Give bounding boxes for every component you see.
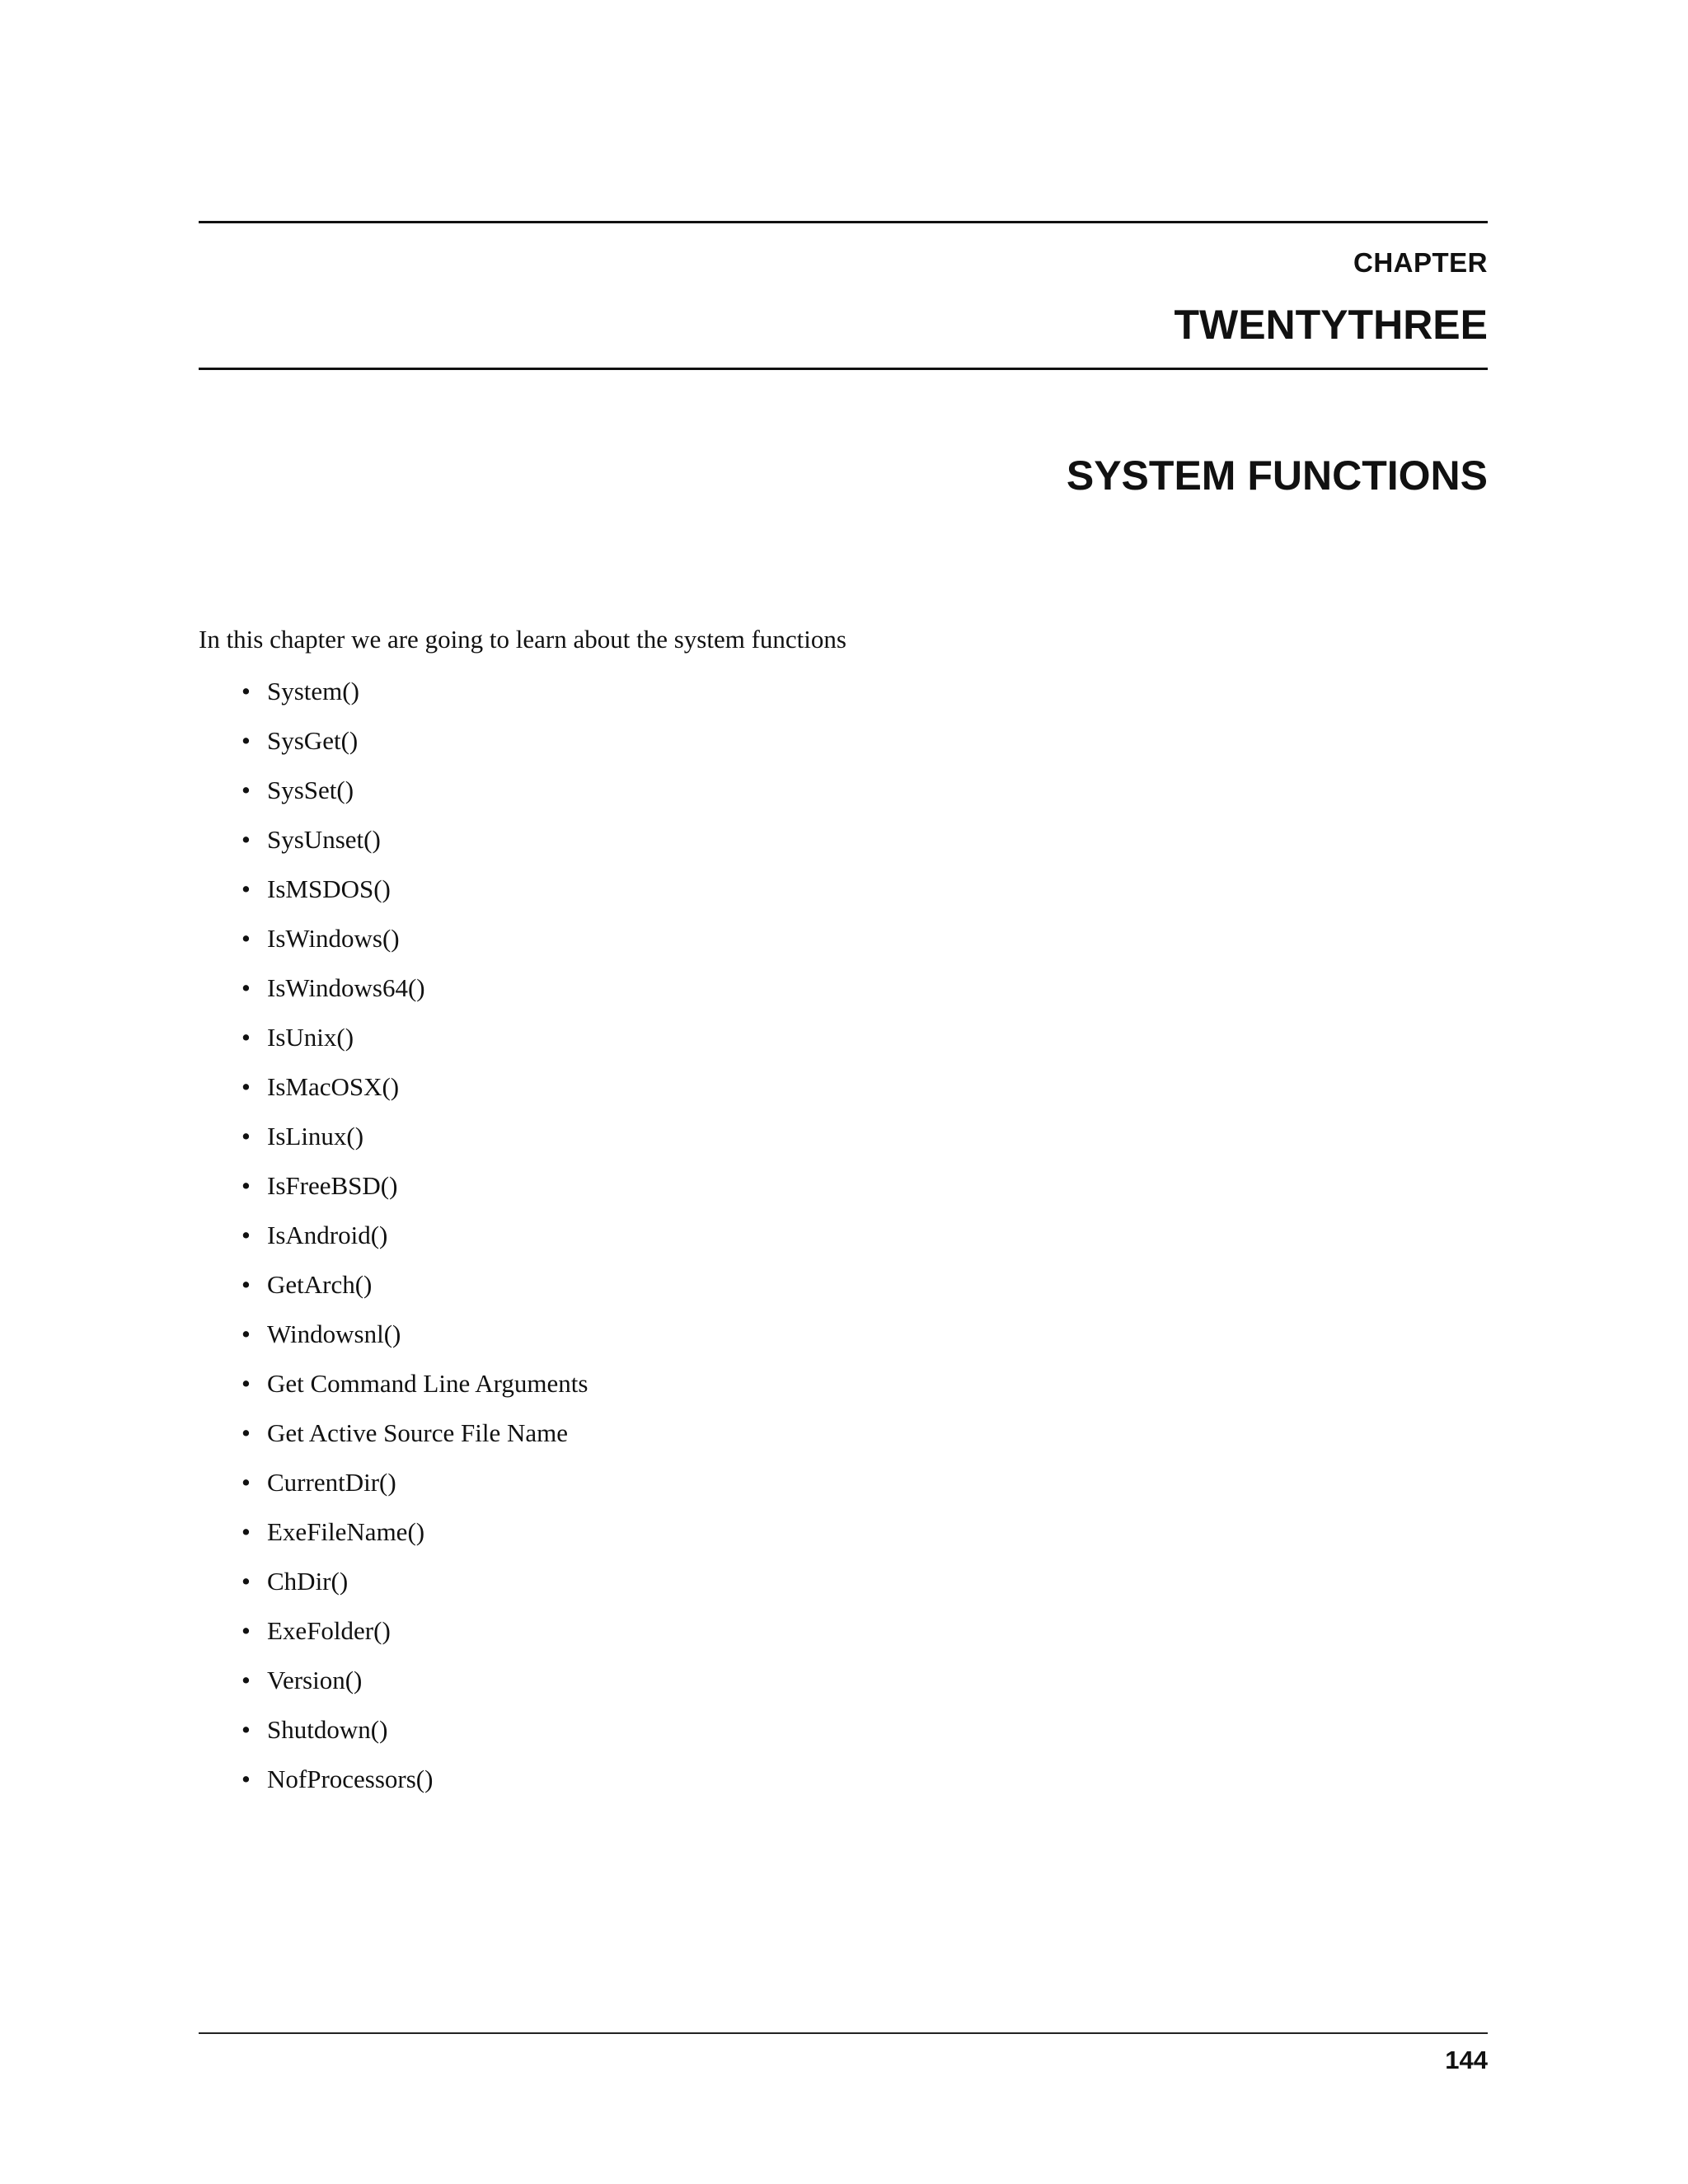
list-item	[199, 1119, 588, 1169]
bullet-icon: •	[241, 825, 251, 854]
list-item	[199, 921, 588, 971]
list-item-label: IsWindows64()	[267, 973, 425, 1002]
list-item-label: IsFreeBSD()	[267, 1171, 398, 1200]
list-item	[199, 1614, 588, 1663]
list-item-label: IsWindows()	[267, 924, 400, 953]
chapter-label: CHAPTER	[1353, 247, 1488, 278]
bullet-icon: •	[241, 1122, 251, 1151]
bullet-icon: •	[241, 1468, 251, 1497]
bullet-icon: •	[241, 1221, 251, 1249]
list-item-label: SysSet()	[267, 776, 354, 804]
bullet-icon: •	[241, 1666, 251, 1694]
bullet-icon: •	[241, 1765, 251, 1793]
list-item	[199, 1663, 588, 1713]
bullet-icon: •	[241, 1270, 251, 1299]
list-item-label: ChDir()	[267, 1567, 349, 1596]
list-item	[199, 1515, 588, 1564]
bullet-icon: •	[241, 677, 251, 705]
list-item	[199, 872, 588, 921]
list-item-label: NofProcessors()	[267, 1765, 434, 1793]
bullet-icon: •	[241, 973, 251, 1002]
function-list	[199, 674, 588, 1811]
bullet-icon: •	[241, 1517, 251, 1546]
intro-paragraph: In this chapter we are going to learn about the system functions	[199, 625, 846, 654]
bullet-icon: •	[241, 1072, 251, 1101]
list-item	[199, 823, 588, 872]
list-item	[199, 1020, 588, 1070]
list-item	[199, 971, 588, 1020]
bullet-icon: •	[241, 726, 251, 755]
list-item-label: IsLinux()	[267, 1122, 364, 1151]
bullet-icon: •	[241, 924, 251, 953]
list-item-label: Get Active Source File Name	[267, 1418, 569, 1447]
list-item	[199, 1268, 588, 1317]
bullet-icon: •	[241, 1319, 251, 1348]
list-item-label: ExeFolder()	[267, 1616, 391, 1645]
list-item	[199, 773, 588, 823]
list-item	[199, 1416, 588, 1465]
list-item	[199, 674, 588, 724]
bullet-icon: •	[241, 1023, 251, 1052]
chapter-number: TWENTYTHREE	[1174, 302, 1488, 348]
list-item-label: GetArch()	[267, 1270, 373, 1299]
list-item-label: ExeFileName()	[267, 1517, 425, 1546]
list-item	[199, 1762, 588, 1811]
list-item	[199, 1070, 588, 1119]
list-item-label: IsAndroid()	[267, 1221, 388, 1249]
bullet-icon: •	[241, 1567, 251, 1596]
list-item-label: SysGet()	[267, 726, 359, 755]
list-item-label: SysUnset()	[267, 825, 381, 854]
list-item-label: IsUnix()	[267, 1023, 354, 1052]
list-item	[199, 1317, 588, 1366]
list-item-label: CurrentDir()	[267, 1468, 396, 1497]
list-item-label: Windowsnl()	[267, 1319, 401, 1348]
bullet-icon: •	[241, 1715, 251, 1744]
list-item-label: IsMacOSX()	[267, 1072, 400, 1101]
list-item	[199, 724, 588, 773]
bullet-icon: •	[241, 1418, 251, 1447]
list-item-label: System()	[267, 677, 359, 705]
footer-rule	[199, 2032, 1488, 2034]
bullet-icon: •	[241, 776, 251, 804]
list-item-label: Get Command Line Arguments	[267, 1369, 588, 1398]
chapter-top-rule	[199, 221, 1488, 223]
bullet-icon: •	[241, 1369, 251, 1398]
list-item	[199, 1564, 588, 1614]
list-item	[199, 1713, 588, 1762]
list-item	[199, 1465, 588, 1515]
list-item-label: Shutdown()	[267, 1715, 388, 1744]
list-item	[199, 1218, 588, 1268]
chapter-bottom-rule	[199, 368, 1488, 370]
section-title: SYSTEM FUNCTIONS	[1066, 452, 1488, 499]
list-item	[199, 1169, 588, 1218]
list-item-label: IsMSDOS()	[267, 874, 391, 903]
list-item-label: Version()	[267, 1666, 363, 1694]
bullet-icon: •	[241, 1616, 251, 1645]
bullet-icon: •	[241, 874, 251, 903]
page-number: 144	[1445, 2046, 1488, 2074]
list-item	[199, 1366, 588, 1416]
bullet-icon: •	[241, 1171, 251, 1200]
